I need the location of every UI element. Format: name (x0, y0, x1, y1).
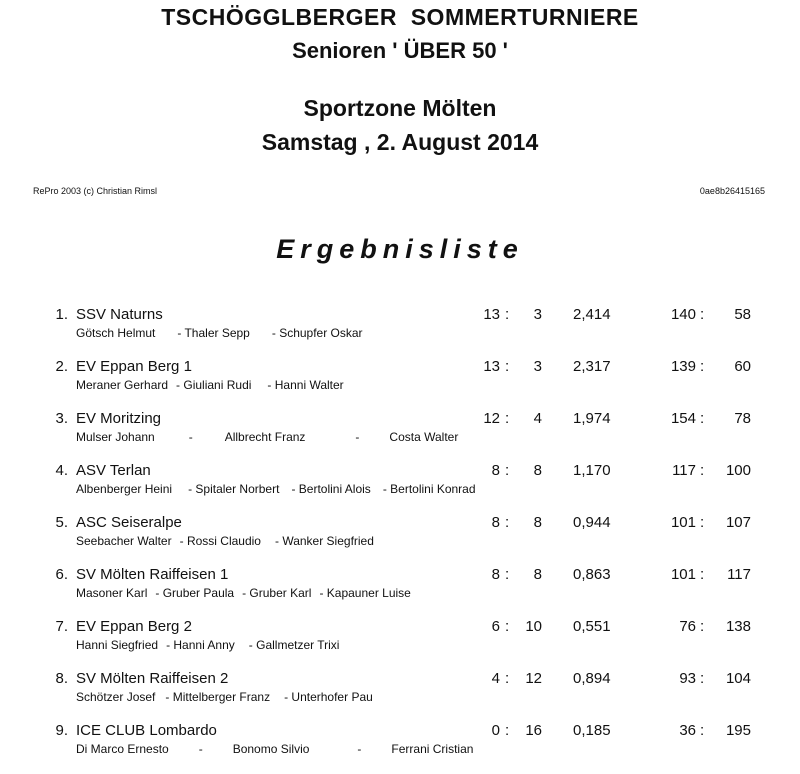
points-separator: : (505, 722, 510, 739)
quotient: 1,170 (573, 462, 611, 479)
player-name: - (355, 430, 360, 444)
rank-number: 5. (55, 514, 68, 531)
player-name: - Hanni Anny (166, 638, 235, 652)
quotient: 0,894 (573, 670, 611, 687)
player-name: Götsch Helmut (76, 326, 156, 340)
player-name: - (188, 430, 193, 444)
player-name: - Thaler Sepp (177, 326, 250, 340)
player-name: Allbrecht Franz (224, 430, 306, 444)
team-name: SV Mölten Raiffeisen 2 (76, 670, 229, 687)
tournament-title: TSCHÖGGLBERGER SOMMERTURNIERE (161, 4, 639, 30)
points-against: 8 (533, 514, 542, 531)
goals-against: 104 (725, 670, 751, 687)
player-name: Schötzer Josef (76, 690, 156, 704)
team-name: ICE CLUB Lombardo (76, 722, 217, 739)
result-row (0, 358, 800, 410)
result-row (0, 618, 800, 670)
team-name: ASC Seiseralpe (76, 514, 182, 531)
team-players (76, 586, 411, 600)
team-players (76, 378, 344, 392)
points-for: 4 (491, 670, 500, 687)
team-players (76, 482, 476, 496)
quotient: 0,185 (573, 722, 611, 739)
points-separator: : (505, 410, 510, 427)
team-name: EV Eppan Berg 1 (76, 358, 192, 375)
points-for: 8 (491, 514, 500, 531)
team-name: EV Moritzing (76, 410, 162, 427)
goals-against: 117 (727, 566, 751, 583)
goals-against: 58 (734, 306, 751, 323)
points-separator: : (505, 514, 510, 531)
document-id: 0ae8b26415165 (699, 186, 765, 196)
team-players (76, 534, 374, 548)
player-name: Masoner Karl (76, 586, 148, 600)
goals-separator: : (700, 722, 705, 739)
result-row (0, 462, 800, 514)
points-separator: : (505, 670, 510, 687)
points-separator: : (505, 462, 510, 479)
goals-for: 117 (672, 462, 696, 479)
rank-number: 8. (55, 670, 68, 687)
result-row (0, 514, 800, 566)
result-row (0, 566, 800, 618)
points-for: 6 (491, 618, 500, 635)
goals-for: 101 (670, 514, 696, 531)
goals-separator: : (700, 306, 705, 323)
quotient: 0,551 (573, 618, 611, 635)
goals-against: 78 (734, 410, 751, 427)
player-name: Ferrani Cristian (391, 742, 474, 756)
goals-separator: : (700, 618, 705, 635)
team-name: SSV Naturns (76, 306, 163, 323)
player-name: - Wanker Siegfried (274, 534, 374, 548)
goals-separator: : (700, 462, 705, 479)
goals-separator: : (700, 670, 705, 687)
rank-number: 4. (55, 462, 68, 479)
player-name: - Unterhofer Pau (284, 690, 373, 704)
team-players (76, 742, 473, 756)
points-against: 3 (533, 306, 542, 323)
player-name: Bonomo Silvio (232, 742, 310, 756)
player-name: - Kapauner Luise (319, 586, 411, 600)
team-name: EV Eppan Berg 2 (76, 618, 192, 635)
player-name: - Hanni Walter (267, 378, 344, 392)
quotient: 1,974 (573, 410, 611, 427)
quotient: 2,414 (573, 306, 611, 323)
points-against: 8 (533, 462, 542, 479)
team-name: SV Mölten Raiffeisen 1 (76, 566, 229, 583)
player-name: Mulser Johann (76, 430, 155, 444)
goals-separator: : (700, 358, 705, 375)
player-name: - Mittelberger Franz (165, 690, 271, 704)
points-against: 10 (525, 618, 542, 635)
points-for: 12 (483, 410, 500, 427)
points-for: 8 (491, 566, 500, 583)
team-players (76, 638, 339, 652)
goals-separator: : (700, 514, 705, 531)
player-name: - Giuliani Rudi (176, 378, 252, 392)
category-subtitle: Senioren ' ÜBER 50 ' (292, 38, 508, 63)
goals-against: 100 (725, 462, 751, 479)
goals-for: 140 (670, 306, 696, 323)
result-row (0, 410, 800, 462)
goals-for: 154 (670, 410, 696, 427)
goals-for: 36 (679, 722, 696, 739)
goals-for: 93 (679, 670, 696, 687)
player-name: - (357, 742, 362, 756)
player-name: - Gruber Paula (155, 586, 235, 600)
quotient: 0,944 (573, 514, 611, 531)
points-separator: : (505, 306, 510, 323)
player-name: Meraner Gerhard (76, 378, 169, 392)
rank-number: 7. (55, 618, 68, 635)
player-name: - Gallmetzer Trixi (248, 638, 340, 652)
points-for: 13 (483, 306, 500, 323)
points-against: 8 (533, 566, 542, 583)
points-separator: : (505, 358, 510, 375)
player-name: Albenberger Heini (76, 482, 173, 496)
goals-separator: : (700, 410, 705, 427)
player-name: - Bertolini Alois (291, 482, 371, 496)
player-name: - Gruber Karl (242, 586, 312, 600)
goals-against: 138 (725, 618, 751, 635)
player-name: - (198, 742, 203, 756)
points-separator: : (505, 618, 510, 635)
result-row (0, 670, 800, 722)
points-against: 16 (525, 722, 542, 739)
goals-against: 107 (725, 514, 751, 531)
player-name: - Bertolini Konrad (382, 482, 476, 496)
points-for: 8 (491, 462, 500, 479)
rank-number: 1. (55, 306, 68, 323)
software-credit: RePro 2003 (c) Christian Rimsl (33, 186, 158, 196)
goals-for: 139 (670, 358, 696, 375)
venue: Sportzone Mölten (303, 95, 497, 121)
rank-number: 6. (55, 566, 68, 583)
goals-against: 60 (734, 358, 751, 375)
event-date: Samstag , 2. August 2014 (261, 129, 539, 155)
goals-against: 195 (725, 722, 751, 739)
rank-number: 3. (55, 410, 68, 427)
points-against: 12 (525, 670, 542, 687)
player-name: Costa Walter (389, 430, 459, 444)
team-players (76, 326, 363, 340)
player-name: Di Marco Ernesto (76, 742, 169, 756)
rank-number: 9. (55, 722, 68, 739)
player-name: - Spitaler Norbert (188, 482, 280, 496)
team-name: ASV Terlan (76, 462, 151, 479)
player-name: Hanni Siegfried (76, 638, 159, 652)
player-name: - Rossi Claudio (179, 534, 261, 548)
goals-for: 76 (679, 618, 696, 635)
team-players (76, 690, 373, 704)
points-for: 13 (483, 358, 500, 375)
result-row (0, 306, 800, 358)
results-heading: Ergebnisliste (276, 234, 524, 264)
goals-for: 101 (670, 566, 696, 583)
rank-number: 2. (55, 358, 68, 375)
points-against: 4 (533, 410, 542, 427)
goals-separator: : (700, 566, 705, 583)
points-against: 3 (533, 358, 542, 375)
player-name: Seebacher Walter (76, 534, 172, 548)
team-players (76, 430, 458, 444)
quotient: 0,863 (573, 566, 611, 583)
points-for: 0 (491, 722, 500, 739)
points-separator: : (505, 566, 510, 583)
quotient: 2,317 (573, 358, 611, 375)
result-row (0, 722, 800, 774)
player-name: - Schupfer Oskar (271, 326, 363, 340)
